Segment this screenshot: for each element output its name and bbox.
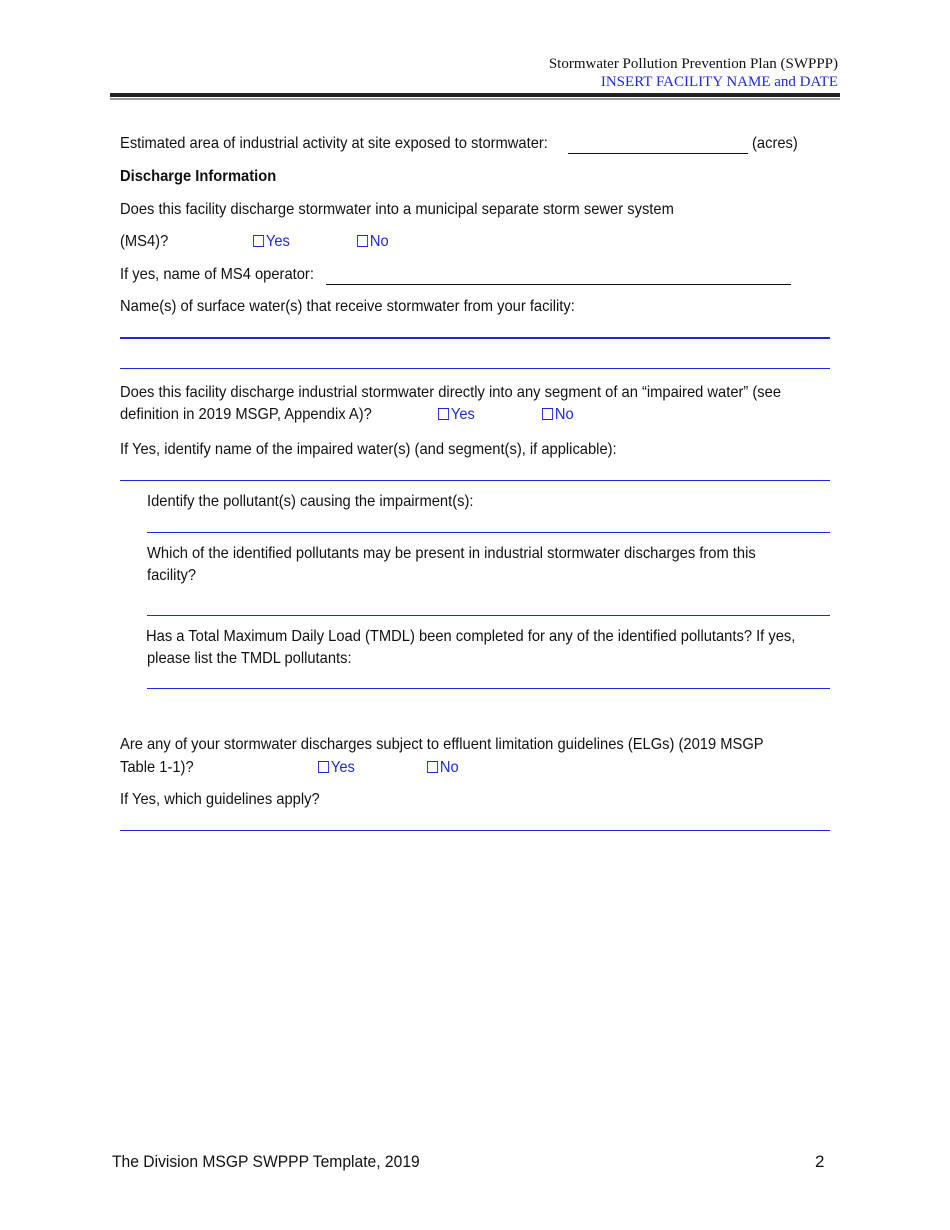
ms4-operator-label: If yes, name of MS4 operator: — [120, 266, 314, 283]
elg-no-label: No — [439, 759, 459, 776]
ms4-operator-line[interactable] — [326, 284, 791, 285]
ms4-yes-label: Yes — [265, 233, 290, 250]
identify-impaired-label: If Yes, identify name of the impaired water(s) (and segment(s), if applicable): — [120, 441, 617, 458]
impaired-yes-label: Yes — [450, 406, 475, 423]
elg-yes-option[interactable] — [318, 757, 355, 779]
ms4-question-cont: (MS4)? — [120, 233, 169, 250]
tmdl-question-cont: please list the TMDL pollutants: — [147, 650, 352, 667]
impaired-yes-option[interactable] — [438, 404, 475, 426]
impaired-question: Does this facility discharge industrial stormwater directly into any segment of an “impaired water” (see — [120, 384, 782, 401]
present-pollutants-question: Which of the identified pollutants may be present in industrial stormwater discharges from this — [147, 545, 756, 562]
header-title: Stormwater Pollution Prevention Plan (SWPPP) — [548, 56, 838, 72]
pollutants-line[interactable] — [147, 532, 830, 533]
surface-waters-line-1[interactable] — [120, 337, 830, 339]
impaired-no-label: No — [554, 406, 574, 423]
checkbox-icon[interactable] — [427, 761, 438, 773]
guidelines-label: If Yes, which guidelines apply? — [120, 791, 320, 808]
pollutants-label: Identify the pollutant(s) causing the impairment(s): — [147, 493, 474, 510]
elg-yes-label: Yes — [330, 759, 355, 776]
guidelines-line[interactable] — [120, 830, 830, 831]
header-rule-shadow — [110, 98, 840, 100]
checkbox-icon[interactable] — [253, 235, 264, 247]
checkbox-icon[interactable] — [357, 235, 368, 247]
checkbox-icon[interactable] — [318, 761, 329, 773]
header-rule — [110, 93, 840, 97]
checkbox-icon[interactable] — [438, 408, 449, 420]
ms4-question: Does this facility discharge stormwater into a municipal separate storm sewer system — [120, 201, 674, 218]
identify-impaired-line[interactable] — [120, 480, 830, 481]
impaired-question-cont: definition in 2019 MSGP, Appendix A)? — [120, 406, 372, 423]
tmdl-line[interactable] — [147, 688, 830, 689]
footer-page-number: 2 — [815, 1152, 825, 1171]
area-input-line[interactable] — [568, 153, 748, 154]
elg-no-option[interactable] — [427, 757, 459, 779]
header-facility-name[interactable]: INSERT FACILITY NAME and DATE — [600, 74, 838, 90]
impaired-no-option[interactable] — [542, 404, 574, 426]
elg-question-cont: Table 1-1)? — [120, 759, 194, 776]
checkbox-icon[interactable] — [542, 408, 553, 420]
surface-waters-line-2[interactable] — [120, 368, 830, 369]
present-pollutants-question-cont: facility? — [147, 567, 197, 584]
ms4-no-label: No — [369, 233, 389, 250]
area-unit: (acres) — [752, 135, 798, 152]
elg-question: Are any of your stormwater discharges subject to effluent limitation guidelines (ELGs) (2019 MSGP — [120, 736, 764, 753]
area-label: Estimated area of industrial activity at site exposed to stormwater: — [120, 135, 548, 152]
present-pollutants-line[interactable] — [147, 615, 830, 616]
discharge-heading: Discharge Information — [120, 168, 277, 185]
ms4-no-option[interactable] — [357, 231, 389, 253]
ms4-yes-option[interactable] — [253, 231, 290, 253]
surface-waters-label: Name(s) of surface water(s) that receive stormwater from your facility: — [120, 298, 575, 315]
tmdl-question: Has a Total Maximum Daily Load (TMDL) been completed for any of the identified pollutants? If yes, — [146, 628, 796, 645]
footer-template-name: The Division MSGP SWPPP Template, 2019 — [112, 1152, 420, 1171]
